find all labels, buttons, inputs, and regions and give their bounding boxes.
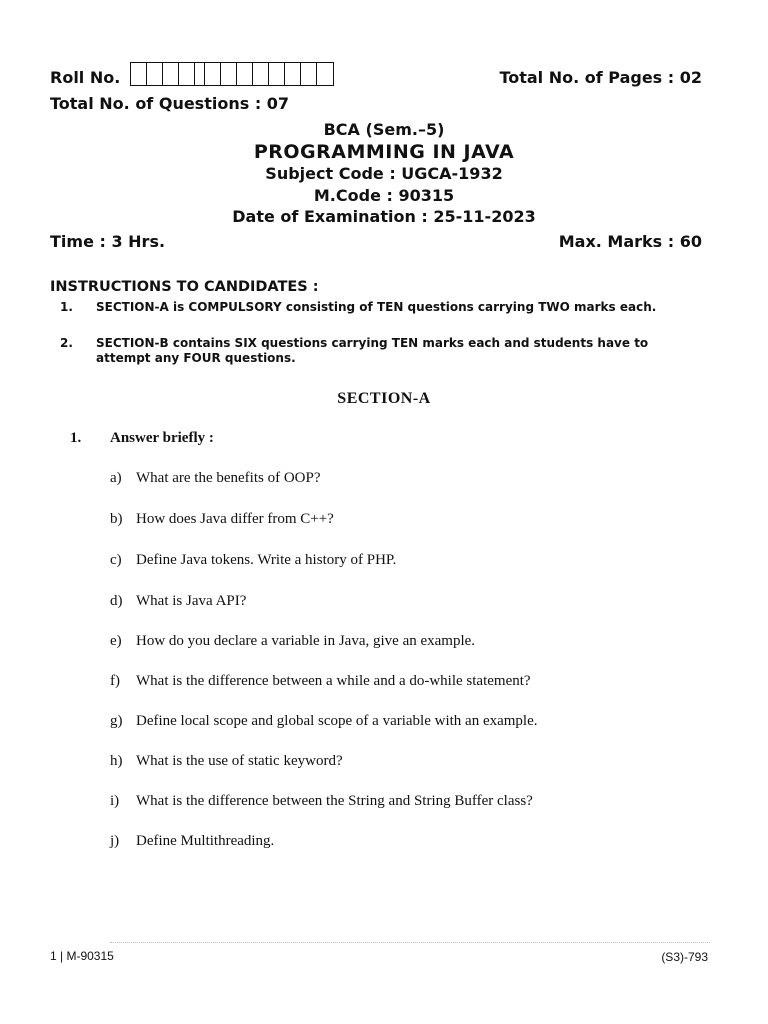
sub-question-letter: d)	[110, 593, 123, 609]
roll-number-box	[301, 63, 317, 85]
footer-paper-code: (S3)-793	[661, 950, 708, 964]
sub-question-text: What is the use of static keyword?	[136, 753, 343, 769]
footer-divider	[110, 942, 710, 943]
max-marks: Max. Marks : 60	[558, 232, 702, 251]
instruction-text: SECTION-B contains SIX questions carrying TEN marks each and students have to attempt any FOUR questions.	[96, 336, 649, 365]
sub-question-letter: g)	[110, 713, 123, 729]
sub-question-text: How does Java differ from C++?	[136, 511, 334, 527]
sub-question-text: Define Multithreading.	[136, 833, 275, 849]
roll-number-row	[50, 62, 702, 92]
m-code: M.Code : 90315	[313, 186, 455, 205]
roll-number-boxes	[130, 62, 334, 86]
course-name: BCA (Sem.–5)	[323, 120, 445, 139]
sub-question-text: How do you declare a variable in Java, give an example.	[136, 633, 476, 649]
roll-number-box	[317, 63, 333, 85]
roll-number-box	[163, 63, 179, 85]
sub-question-letter: f)	[110, 673, 120, 689]
roll-number-box	[237, 63, 253, 85]
sub-question-letter: c)	[110, 552, 122, 568]
sub-question-text: What is Java API?	[136, 593, 247, 609]
total-questions: Total No. of Questions : 07	[50, 94, 290, 113]
subject-code: Subject Code : UGCA-1932	[265, 164, 503, 183]
sub-question-letter: i)	[110, 793, 120, 809]
instruction-number: 2.	[60, 336, 73, 350]
sub-question-letter: b)	[110, 511, 123, 527]
sub-question-text: Define local scope and global scope of a variable with an example.	[136, 713, 538, 729]
footer-page-code: 1 | M-90315	[50, 949, 114, 963]
instruction-text: SECTION-A is COMPULSORY consisting of TEN questions carrying TWO marks each.	[96, 300, 657, 314]
question-text: Answer briefly :	[110, 430, 214, 446]
roll-number-box	[147, 63, 163, 85]
instruction-number: 1.	[60, 300, 73, 314]
roll-number-box	[253, 63, 269, 85]
sub-question-text: What is the difference between the String and String Buffer class?	[136, 793, 533, 809]
exam-time: Time : 3 Hrs.	[50, 232, 166, 251]
total-pages: Total No. of Pages : 02	[499, 68, 702, 87]
instruction-item	[60, 300, 702, 332]
roll-number-box	[205, 63, 221, 85]
roll-number-box	[131, 63, 147, 85]
sub-question-text: What are the benefits of OOP?	[136, 470, 321, 486]
sub-question-letter: j)	[110, 833, 120, 849]
subject-title: PROGRAMMING IN JAVA	[253, 141, 515, 163]
sub-question-text: What is the difference between a while and a do-while statement?	[136, 673, 531, 689]
sub-question-letter: a)	[110, 470, 122, 486]
question-number: 1.	[70, 430, 82, 446]
exam-date: Date of Examination : 25-11-2023	[232, 207, 536, 226]
roll-number-box	[195, 63, 205, 85]
section-a-title: SECTION-A	[337, 390, 431, 407]
roll-number-label: Roll No.	[50, 68, 121, 87]
sub-question-letter: h)	[110, 753, 123, 769]
sub-question-letter: e)	[110, 633, 122, 649]
roll-number-box	[285, 63, 301, 85]
instruction-item	[60, 336, 702, 368]
roll-number-box	[179, 63, 195, 85]
roll-number-box	[221, 63, 237, 85]
instructions-heading: INSTRUCTIONS TO CANDIDATES :	[50, 279, 319, 295]
roll-number-box	[269, 63, 285, 85]
sub-question-text: Define Java tokens. Write a history of PHP.	[136, 552, 397, 568]
